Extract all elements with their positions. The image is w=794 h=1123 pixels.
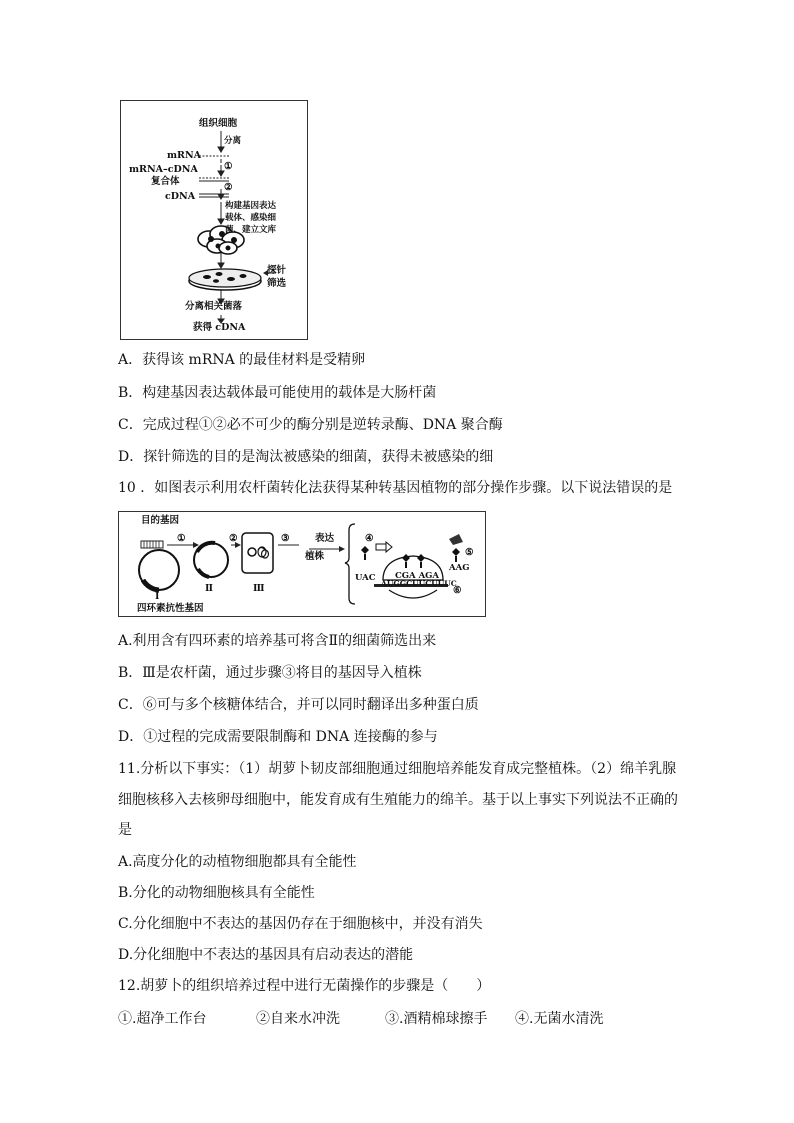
- label-roman-2: Ⅱ: [205, 583, 214, 594]
- label-mrna: mRNA: [167, 150, 202, 161]
- label-fig2-step3: ③: [281, 533, 290, 544]
- cdna-library-figure: [120, 100, 308, 340]
- label-cdna: cDNA: [165, 191, 196, 202]
- label-separate: 分离: [224, 136, 242, 146]
- q9-option-d: D．探针筛选的目的是淘汰被感染的细菌，获得未被感染的细: [118, 449, 494, 465]
- label-construct-1: 构建基因表达: [225, 201, 277, 211]
- label-roman-1: Ⅰ: [155, 591, 160, 602]
- label-cga-aga: CGA AGA: [395, 571, 440, 581]
- label-hybrid-1: mRNA–cDNA: [129, 164, 198, 175]
- q10-stem: 10 ．如图表示利用农杆菌转化法获得某种转基因植物的部分操作步骤。以下说法错误的是: [118, 480, 673, 496]
- q11-option-d: D.分化细胞中不表达的基因具有启动表达的潜能: [118, 947, 414, 963]
- label-tet-resistance-gene: 四环素抗性基因: [137, 603, 204, 614]
- label-isolate-colony: 分离相关菌落: [185, 301, 243, 312]
- q12-item-4: ④.无菌水清洗: [515, 1011, 604, 1027]
- label-step1: ①: [224, 161, 233, 172]
- label-construct-2: 载体、感染细: [225, 213, 277, 223]
- label-uac: UAC: [355, 573, 376, 583]
- q11-stem-line-2: 细胞核移入去核卵母细胞中，能发育成有生殖能力的绵羊。基于以上事实下列说法不正确的: [118, 792, 678, 808]
- q11-option-c: C.分化细胞中不表达的基因仍存在于细胞核中，并没有消失: [118, 916, 483, 932]
- label-probe-2: 筛选: [267, 278, 287, 289]
- label-express: 表达: [315, 533, 335, 544]
- q11-option-a: A.高度分化的动植物细胞都具有全能性: [118, 854, 357, 870]
- label-obtain-cdna: 获得 cDNA: [193, 322, 246, 333]
- label-construct-3: 菌、建立文库: [225, 225, 277, 235]
- label-step2: ②: [224, 182, 233, 193]
- label-target-gene: 目的基因: [141, 515, 180, 526]
- label-fig2-step4: ④: [365, 533, 374, 544]
- q9-option-a: A．获得该 mRNA 的最佳材料是受精卵: [118, 352, 366, 368]
- label-fig2-step1: ①: [177, 533, 186, 544]
- q9-option-b: B．构建基因表达载体最可能使用的载体是大肠杆菌: [118, 385, 437, 401]
- label-fig2-step5: ⑤: [465, 547, 474, 558]
- q10-option-c: C．⑥可与多个核糖体结合，并可以同时翻译出多种蛋白质: [118, 697, 479, 713]
- label-fig2-step2: ②: [229, 533, 238, 544]
- q10-option-a: A.利用含有四环素的培养基可将含Ⅱ的细菌筛选出来: [118, 633, 437, 649]
- q12-stem: 12.胡萝卜的组织培养过程中进行无菌操作的步骤是（ ）: [118, 978, 491, 994]
- label-roman-3: Ⅲ: [253, 583, 265, 594]
- label-plant: 植株: [305, 551, 325, 562]
- q9-option-c: C．完成过程①②必不可少的酶分别是逆转录酶、DNA 聚合酶: [118, 417, 503, 433]
- label-mrna-sequence: AUGGCUUCUUUC: [381, 579, 457, 588]
- q11-option-b: B.分化的动物细胞核具有全能性: [118, 885, 315, 901]
- label-probe-1: 探针: [267, 265, 287, 276]
- agrobacterium-transformation-figure: [118, 511, 486, 617]
- q11-stem-line-1: 11.分析以下事实：（1）胡萝卜韧皮部细胞通过细胞培养能发育成完整植株。（2）绵羊乳腺: [118, 761, 677, 777]
- q12-item-3: ③.酒精棉球擦手: [385, 1011, 488, 1027]
- q11-stem-line-3: 是: [118, 822, 132, 838]
- label-aag: AAG: [449, 563, 470, 573]
- q10-option-b: B．Ⅲ是农杆菌，通过步骤③将目的基因导入植株: [118, 665, 422, 681]
- label-fig2-step6: ⑥: [453, 585, 462, 596]
- q12-item-1: ①.超净工作台: [118, 1011, 207, 1027]
- q10-option-d: D．①过程的完成需要限制酶和 DNA 连接酶的参与: [118, 729, 438, 745]
- q12-item-2: ②自来水冲洗: [256, 1011, 340, 1027]
- label-hybrid-2: 复合体: [151, 176, 180, 187]
- label-tissue-cells: 组织细胞: [199, 118, 238, 129]
